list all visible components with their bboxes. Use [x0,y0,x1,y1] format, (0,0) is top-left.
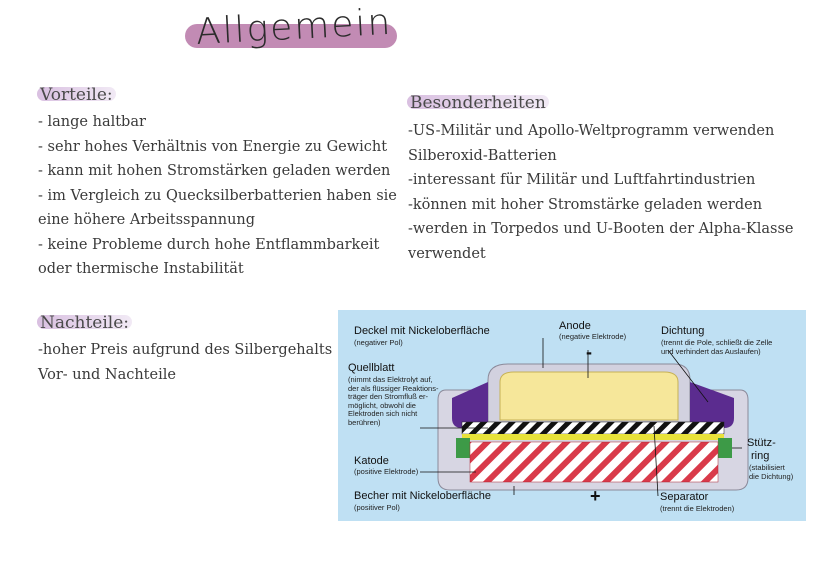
besonderheiten-line: -US-Militär und Apollo-Weltprogramm verwenden [408,123,775,139]
nachteile-line: -hoher Preis aufgrund des Silbergehalts [38,342,333,358]
stuetzring-sub-line: die Dichtung) [749,471,794,481]
quellblatt-sub-line: berühren) [348,417,381,427]
separator-label: Separator [660,491,709,503]
quellblatt-layer [462,434,724,440]
vorteile-line: - keine Probleme durch hohe Entflammbarkeit [38,236,380,253]
dichtung-sub-line: (trennt die Pole, schließt die Zelle [661,338,773,347]
besonderheiten-line: Silberoxid-Batterien [408,147,557,164]
vorteile-line: eine höhere Arbeitsspannung [38,212,256,228]
gasket-right [690,382,734,428]
quellblatt-label: Quellblatt [348,362,395,374]
stuetzring-sub [749,464,793,481]
becher-sub: (positiver Pol) [354,503,400,512]
deckel-sub: (negativer Pol) [354,338,403,347]
quellblatt-sub-line: träger den Stromfluß er- [348,392,429,401]
besonderheiten-list [408,119,794,266]
deckel-label: Deckel mit Nickeloberfläche [354,325,490,337]
becher-label: Becher mit Nickeloberfläche [354,490,491,502]
anode-sub: (negative Elektrode) [559,332,627,341]
nachteile-heading: Nachteile: [40,313,130,333]
stuetzring-label-1: Stütz- [747,437,776,449]
stuetzring-sub-line: (stabilisiert [749,463,785,472]
besonderheiten-line: -werden in Torpedos und U-Booten der Alpha-Klasse [408,221,794,237]
quellblatt-sub-line: der als flüssiger Reaktions- [348,383,439,393]
vorteile-heading: Vorteile: [40,85,113,105]
vorteile-list [38,110,397,282]
support-ring-right [718,438,732,458]
anode-body [500,372,678,420]
katode-label: Katode [354,455,389,467]
battery-diagram [338,310,806,521]
besonderheiten-line: verwendet [408,245,486,262]
dichtung-sub-line: und verhindert das Auslaufen) [661,346,761,356]
vorteile-line: - kann mit hohen Stromstärken geladen werden [38,163,391,179]
nachteile-line: Vor- und Nachteile [38,366,176,383]
page-title: Allgemein [194,1,394,53]
stuetzring-label-2: ring [751,450,770,462]
besonderheiten-line: -interessant für Militär und Luftfahrtindustrien [408,172,756,188]
vorteile-line: - sehr hohes Verhältnis von Energie zu Gewicht [38,138,388,155]
dichtung-sub [661,339,772,356]
katode-sub: (positive Elektrode) [354,467,419,476]
nachteile-list [38,338,332,387]
separator-layer [462,422,724,434]
gasket-left [452,382,488,428]
besonderheiten-heading: Besonderheiten [410,93,546,113]
plus-sign: + [590,486,601,506]
quellblatt-sub-line: möglicht, obwohl die [348,400,416,410]
cathode-body [470,442,718,482]
anode-label: Anode [559,320,591,332]
besonderheiten-line: -können mit hoher Stromstärke geladen werden [408,196,763,213]
quellblatt-sub-line: (nimmt das Elektrolyt auf, [348,375,433,384]
dichtung-label: Dichtung [661,325,705,337]
vorteile-line: oder thermische Instabilität [38,261,244,277]
separator-sub: (trennt die Elektroden) [660,504,735,513]
vorteile-line: - im Vergleich zu Quecksilberbatterien haben sie [38,187,397,204]
support-ring-left [456,438,470,458]
vorteile-line: - lange haltbar [38,114,146,130]
quellblatt-sub-line: Elektroden sich nicht [348,409,418,418]
quellblatt-sub [348,376,438,427]
minus-sign: - [586,342,592,362]
